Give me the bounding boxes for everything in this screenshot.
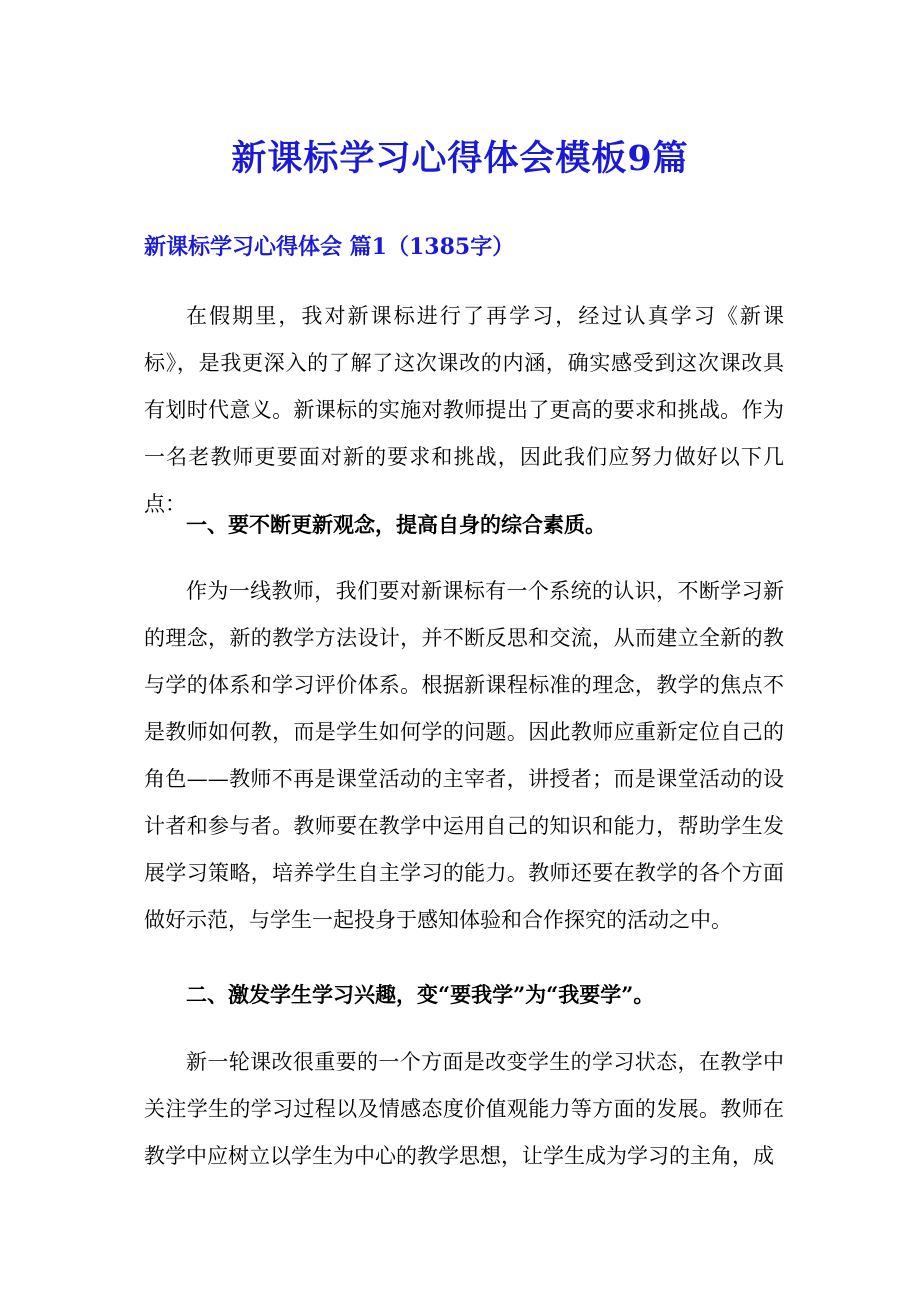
- paragraph-two: 作为一线教师，我们要对新课标有一个系统的认识，不断学习新的理念，新的教学方法设计，并不断反思和交流，从而建立全新的教与学的体系和学习评价体系。根据新课程标准的理念，教学的焦点不是教师如何教，而是学生如何学的问题。因此教师应重新定位自己的角色——教师不再是课堂活动的主宰者，讲授者；而是课堂活动的设计者和参与者。教师要在教学中运用自己的知识和能力，帮助学生发展学习策略，培养学生自主学习的能力。教师还要在教学的各个方面做好示范，与学生一起投身于感知体验和合作探究的活动之中。: [144, 579, 784, 932]
- subheading-two: 二、激发学生学习兴趣，变“要我学”为“我要学”。: [186, 982, 655, 1007]
- paragraph-three: 新一轮课改很重要的一个方面是改变学生的学习状态，在教学中关注学生的学习过程以及情感态度价值观能力等方面的发展。教师在教学中应树立以学生为中心的教学思想，让学生成为学习的主角，成: [144, 1050, 784, 1168]
- paragraph-intro: 在假期里，我对新课标进行了再学习，经过认真学习《新课标》，是我更深入的了解了这次课改的内涵，确实感受到这次课改具有划时代意义。新课标的实施对教师提出了更高的要求和挑战。作为一名老教师更要面对新的要求和挑战，因此我们应努力做好以下几点：: [144, 304, 784, 516]
- section-heading: 新课标学习心得体会 篇1（1385字）: [144, 234, 515, 260]
- document-title: 新课标学习心得体会模板9篇: [231, 138, 689, 179]
- subheading-one: 一、要不断更新观念，提高自身的综合素质。: [186, 512, 606, 537]
